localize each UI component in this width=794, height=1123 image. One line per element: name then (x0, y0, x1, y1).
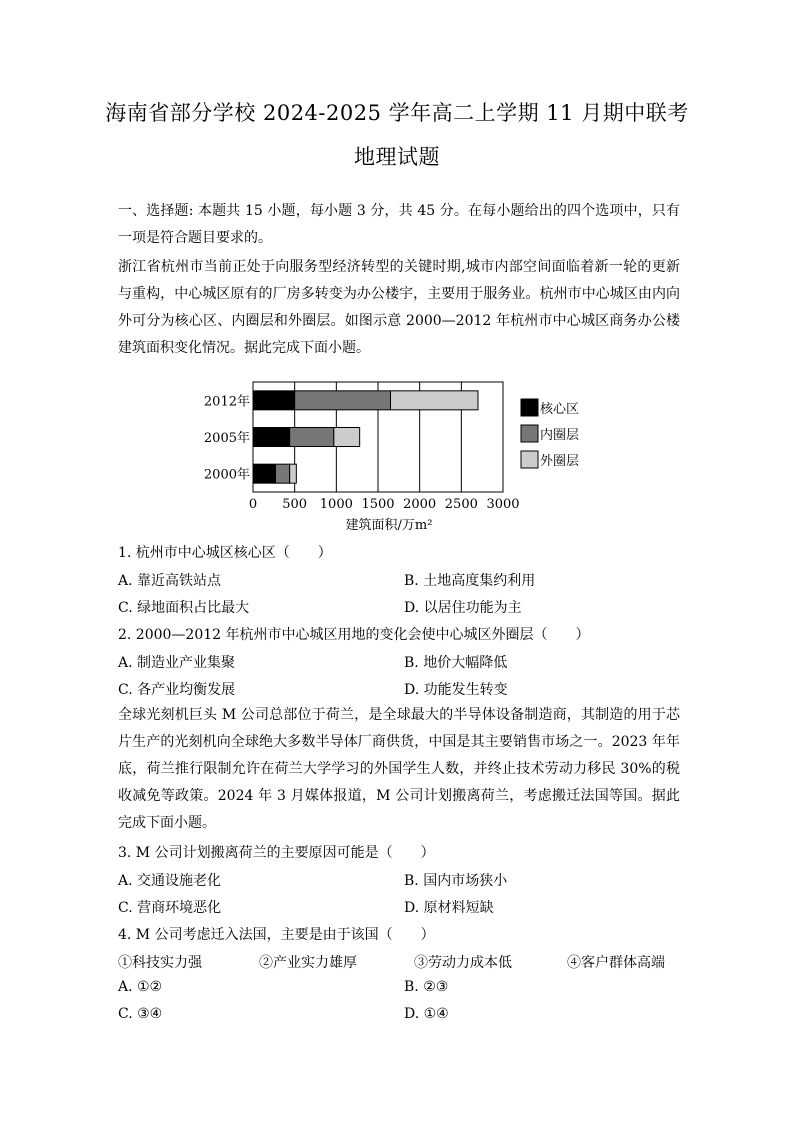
bar-segment (276, 464, 290, 483)
q2-option-c: C. 各产业均衡发展 (118, 682, 236, 698)
bar-segment (290, 464, 297, 483)
q3-option-a: A. 交通设施老化 (118, 873, 222, 889)
y-tick-label: 2005年 (203, 431, 250, 446)
legend-label: 核心区 (540, 402, 580, 417)
page-subtitle: 地理试题 (354, 145, 440, 169)
q1-option-d: D. 以居住功能为主 (404, 600, 522, 616)
q4-item-4: ④客户群体高端 (567, 955, 665, 971)
q1-option-b: B. 土地高度集约利用 (404, 573, 536, 589)
chart-legend (521, 399, 579, 469)
bar-segment (253, 428, 290, 447)
q4-item-3: ③劳动力成本低 (414, 955, 512, 971)
chart-bars (253, 391, 478, 483)
question-2-stem: 2. 2000—2012 年杭州市中心城区用地的变化会使中心城区外圈层（ ） (118, 627, 590, 643)
q4-item-1: ①科技实力强 (118, 955, 202, 971)
legend-label: 内圈层 (540, 428, 580, 443)
bar-segment (391, 391, 479, 410)
bar-segment (290, 428, 334, 447)
legend-swatch (521, 425, 538, 442)
question-4-stem: 4. M 公司考虑迁入法国，主要是由于该国（ ） (118, 927, 435, 943)
bar-segment (334, 428, 360, 447)
q2-option-d: D. 功能发生转变 (404, 682, 508, 698)
x-tick-label: 0 (248, 497, 258, 512)
x-tick-label: 500 (282, 497, 308, 512)
question-3-stem: 3. M 公司计划搬离荷兰的主要原因可能是（ ） (118, 845, 435, 861)
section-heading: 一、选择题: 本题共 15 小题，每小题 3 分，共 45 分。在每小题给出的四个选项中，只有一项是符合题目要求的。 (118, 203, 680, 246)
question-1-stem: 1. 杭州市中心城区核心区（ ） (118, 545, 332, 561)
q3-option-b: B. 国内市场狭小 (404, 873, 508, 889)
legend-swatch (521, 451, 538, 468)
q4-option-a: A. ①② (118, 979, 163, 995)
q3-option-d: D. 原材料短缺 (404, 900, 494, 916)
y-tick-label: 2012年 (203, 394, 250, 410)
q2-option-a: A. 制造业产业集聚 (118, 655, 236, 671)
q1-option-c: C. 绿地面积占比最大 (118, 600, 250, 616)
bar-segment (253, 391, 295, 410)
x-tick-label: 2500 (444, 497, 478, 512)
x-tick-label: 3000 (486, 497, 520, 512)
bar-segment (253, 464, 276, 483)
page-title: 海南省部分学校 2024-2025 学年高二上学期 11 月期中联考 (105, 101, 689, 125)
chart-x-axis-label: 建筑面积/万m² (345, 518, 433, 533)
q1-option-a: A. 靠近高铁站点 (118, 573, 222, 589)
q4-option-b: B. ②③ (404, 979, 449, 995)
q2-option-b: B. 地价大幅降低 (404, 655, 508, 671)
legend-label: 外圈层 (540, 454, 580, 469)
x-tick-label: 1000 (319, 497, 353, 512)
y-tick-label: 2000年 (203, 467, 250, 483)
passage-1: 浙江省杭州市当前正处于向服务型经济转型的关键时期,城市内部空间面临着新一轮的更新与重构，中心城区原有的厂房多转变为办公楼宇，主要用于服务业。杭州市中心城区由内向外可分为核心区、内圈层和外圈层。如图示意 2000—2012 年杭州市中心城区商务办公楼建筑面积变化情况。据此完成下面小题。 (118, 259, 680, 356)
x-tick-label: 1500 (361, 497, 395, 512)
q4-option-d: D. ①④ (404, 1006, 449, 1022)
q3-option-c: C. 营商环境恶化 (118, 900, 222, 916)
legend-swatch (521, 399, 538, 416)
x-tick-label: 2000 (403, 497, 437, 512)
q4-option-c: C. ③④ (118, 1006, 163, 1022)
chart-y-tick-labels (204, 393, 250, 482)
chart-x-tick-labels (249, 497, 520, 512)
passage-2: 全球光刻机巨头 M 公司总部位于荷兰，是全球最大的半导体设备制造商，其制造的用于芯片生产的光刻机向全球绝大多数半导体厂商供货，中国是其主要销售市场之一。2023 年年底，荷兰推行限制允许在荷兰大学学习的外国学生人数，并终止技术劳动力移民 30%的税收减免等政策。2024 年 3 月媒体报道，M 公司计划搬离荷兰，考虑搬迁法国等国。据此完成下面小题。 (118, 707, 680, 831)
bar-segment (295, 391, 391, 410)
q4-item-2: ②产业实力雄厚 (259, 955, 357, 971)
bar-chart (190, 376, 620, 536)
